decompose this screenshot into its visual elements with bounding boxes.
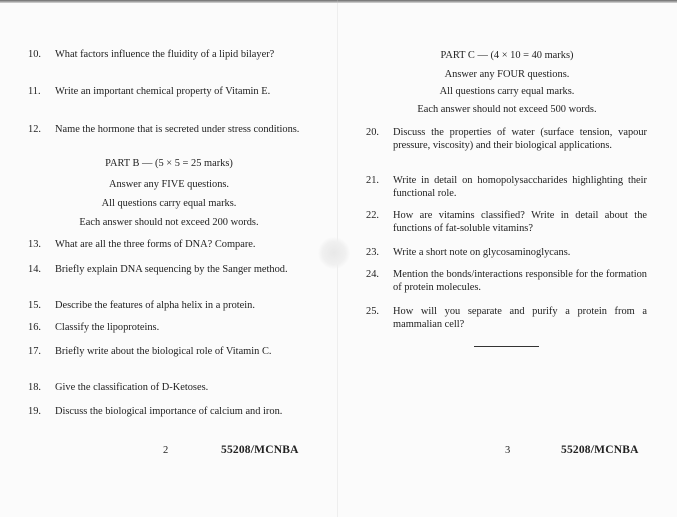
question-number: 25. — [366, 306, 379, 317]
part-c-instruction-1: Answer any FOUR questions. — [444, 69, 570, 80]
question-number: 14. — [28, 264, 41, 275]
part-b-instruction-2: All questions carry equal marks. — [101, 198, 237, 209]
left-page — [0, 0, 338, 517]
paper-code: 55208/MCNBA — [221, 444, 299, 456]
question-text: Discuss the properties of water (surface tension, vapour pressure, viscosity) and their biological applications. — [393, 127, 647, 151]
question-number: 21. — [366, 175, 379, 186]
part-c-instruction-2: All questions carry equal marks. — [439, 86, 575, 97]
question-number: 18. — [28, 382, 41, 393]
end-of-paper-rule — [474, 346, 539, 347]
question-number: 12. — [28, 124, 41, 135]
question-text: Briefly explain DNA sequencing by the Sanger method. — [55, 264, 288, 275]
question-text: Describe the features of alpha helix in a protein. — [55, 300, 255, 311]
question-number: 20. — [366, 127, 379, 138]
question-text: Write in detail on homopolysaccharides highlighting their functional role. — [393, 175, 647, 199]
question-text: Classify the lipoproteins. — [55, 322, 160, 333]
question-number: 19. — [28, 406, 41, 417]
question-text: Write a short note on glycosaminoglycans. — [393, 247, 571, 258]
question-number: 10. — [28, 49, 41, 60]
question-number: 13. — [28, 239, 41, 250]
part-b-heading: PART B — (5 × 5 = 25 marks) — [105, 158, 233, 169]
part-c-heading: PART C — (4 × 10 = 40 marks) — [440, 50, 574, 61]
question-text: Write an important chemical property of Vitamin E. — [55, 86, 271, 97]
question-text: Discuss the biological importance of calcium and iron. — [55, 406, 283, 417]
question-number: 16. — [28, 322, 41, 333]
part-b-instruction-3: Each answer should not exceed 200 words. — [79, 217, 259, 228]
question-text: How are vitamins classified? Write in detail about the functions of fat-soluble vitamins? — [393, 210, 647, 234]
question-text: Give the classification of D-Ketoses. — [55, 382, 209, 393]
part-b-instruction-1: Answer any FIVE questions. — [108, 179, 230, 190]
paper-code: 55208/MCNBA — [561, 444, 639, 456]
page-number: 3 — [505, 445, 511, 456]
question-text: Mention the bonds/interactions responsible for the formation of protein molecules. — [393, 269, 647, 293]
question-number: 23. — [366, 247, 379, 258]
right-page — [338, 0, 677, 517]
question-number: 22. — [366, 210, 379, 221]
question-number: 15. — [28, 300, 41, 311]
question-text: Name the hormone that is secreted under stress conditions. — [55, 124, 300, 135]
page-number: 2 — [163, 445, 169, 456]
question-text: How will you separate and purify a protein from a mammalian cell? — [393, 306, 647, 330]
question-number: 11. — [28, 86, 41, 97]
question-text: What factors influence the fluidity of a lipid bilayer? — [55, 49, 275, 60]
question-text: What are all the three forms of DNA? Compare. — [55, 239, 256, 250]
question-number: 24. — [366, 269, 379, 280]
part-c-instruction-3: Each answer should not exceed 500 words. — [417, 104, 597, 115]
question-number: 17. — [28, 346, 41, 357]
question-text: Briefly write about the biological role of Vitamin C. — [55, 346, 272, 357]
